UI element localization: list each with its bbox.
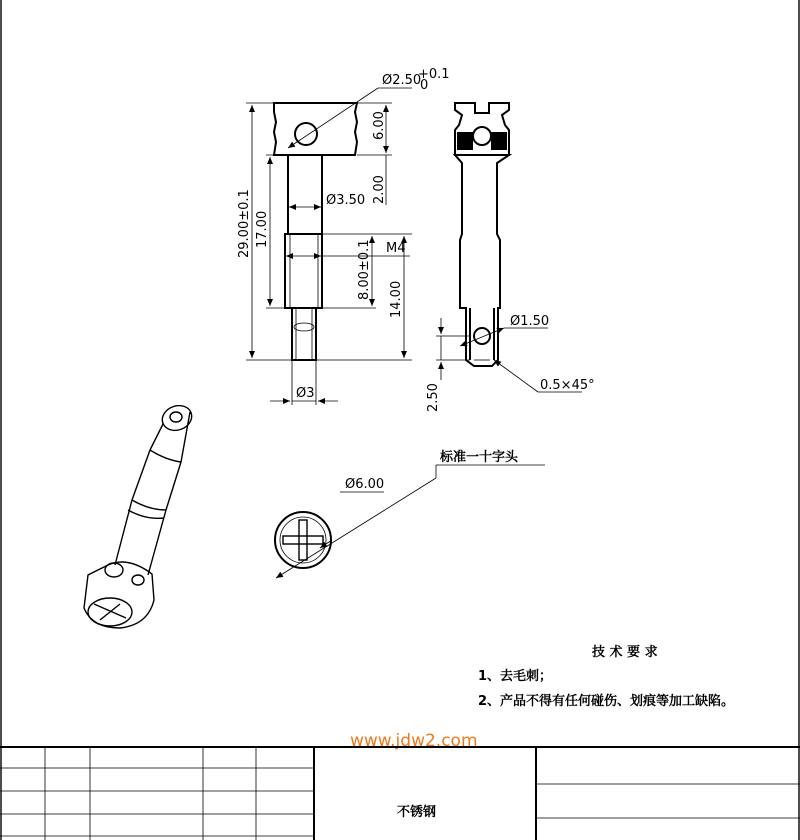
section-view (426, 103, 595, 412)
cross-head-view (275, 449, 545, 578)
front-view (237, 67, 450, 405)
cross-head-label: 标准一十字头 (440, 450, 519, 465)
dim-cross-dia: Ø6.00 (345, 477, 385, 492)
dim-head-dia-tol-upper: +0.1 (418, 67, 450, 82)
dim-end-len: 2.50 (426, 383, 441, 412)
tech-requirements (478, 644, 734, 709)
watermark: www.jdw2.com (350, 731, 478, 751)
title-block (0, 747, 800, 840)
isometric-view (84, 402, 195, 628)
tech-requirement-item-1: 1、去毛刺； (478, 669, 553, 684)
dim-lower-len: 14.00 (389, 280, 404, 318)
tech-requirements-title: 技 术 要 求 (592, 645, 658, 660)
dim-thread-len: 8.00±0.1 (357, 239, 372, 300)
dim-total-len: 29.00±0.1 (237, 189, 252, 258)
tech-requirement-item-2: 2、产品不得有任何碰伤、划痕等加工缺陷。 (478, 694, 735, 709)
dim-head-len: 6.00 (372, 111, 387, 140)
dim-head-dia: Ø2.50 (382, 73, 422, 88)
dim-neck-len: 2.00 (372, 175, 387, 204)
dim-head-dia-tol-lower: 0 (420, 78, 429, 93)
sheet-border (1, 0, 799, 840)
dim-thread: M4 (386, 241, 406, 256)
dim-chamfer: 0.5×45° (540, 378, 595, 393)
dim-hole-dia: Ø1.50 (510, 314, 550, 329)
dim-neck-dia: Ø3.50 (326, 193, 366, 208)
dim-shank-len: 17.00 (255, 210, 270, 248)
material-label: 不锈钢 (397, 805, 437, 820)
dim-pin-dia: Ø3 (296, 386, 315, 401)
